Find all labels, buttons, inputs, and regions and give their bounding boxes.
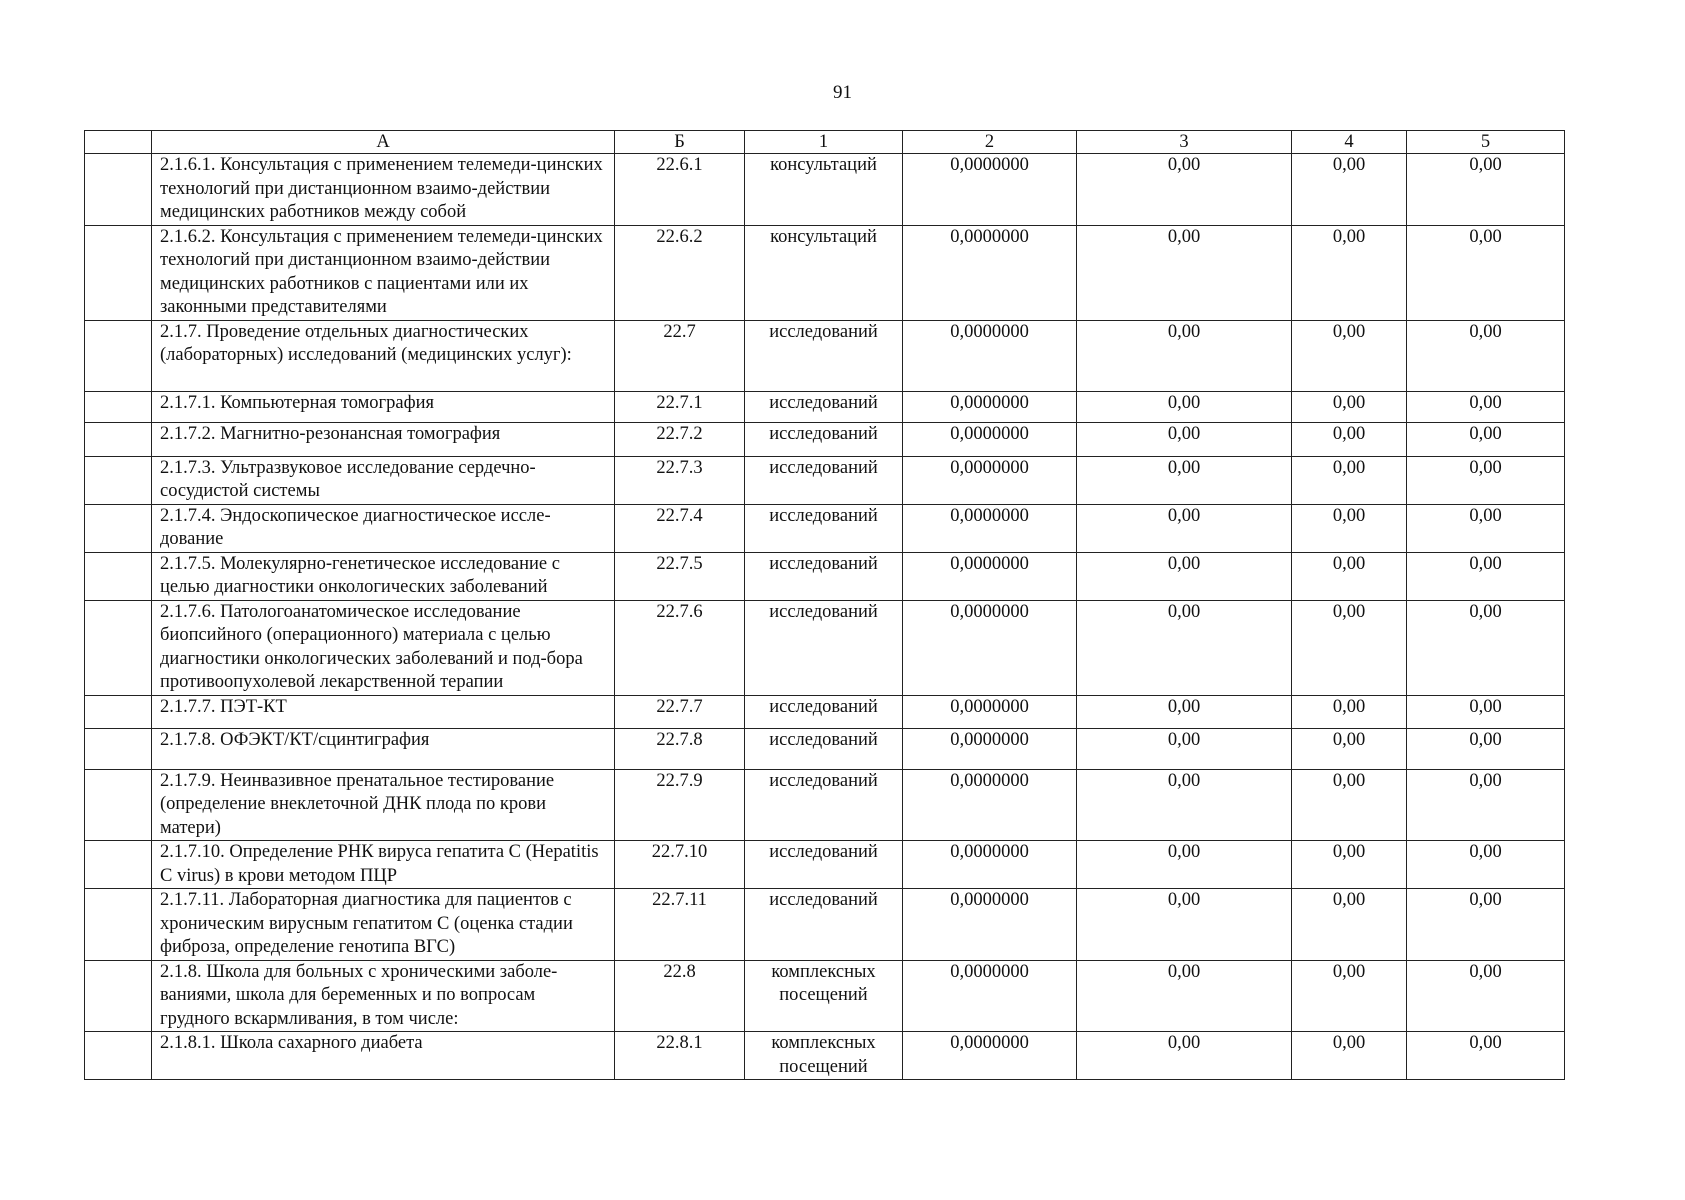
table-row [85,889,1565,961]
item-name-cell: 2.1.7. Проведение отдельных диагностических (лабораторных) исследований (медицинских услуг): [152,320,615,391]
row-code-cell: 22.7.10 [615,841,745,889]
item-name-cell: 2.1.7.3. Ультразвуковое исследование сердечно-сосудистой системы [152,456,615,504]
value-col4-cell: 0,00 [1292,154,1407,226]
blank-cell [85,1032,152,1080]
header-cell-a: А [152,131,615,154]
blank-cell [85,841,152,889]
value-col5-cell: 0,00 [1407,154,1565,226]
item-name-cell: 2.1.7.6. Патологоанатомическое исследование биопсийного (операционного) материала с целью диагностики онкологических заболеваний и под-бора противоопухолевой лекарственной терапии [152,600,615,695]
item-name-cell: 2.1.6.1. Консультация с применением телемеди-цинских технологий при дистанционном взаимо-действии медицинских работников между собой [152,154,615,226]
item-name-cell: 2.1.7.4. Эндоскопическое диагностическое иссле-дование [152,504,615,552]
value-col2-cell: 0,0000000 [903,391,1077,422]
unit-cell: исследований [745,456,903,504]
header-cell-4: 4 [1292,131,1407,154]
value-col4-cell: 0,00 [1292,769,1407,841]
table-row [85,504,1565,552]
unit-cell: исследований [745,841,903,889]
header-cell-2: 2 [903,131,1077,154]
table-row [85,154,1565,226]
row-code-cell: 22.7.1 [615,391,745,422]
value-col2-cell: 0,0000000 [903,841,1077,889]
value-col4-cell: 0,00 [1292,225,1407,320]
value-col4-cell: 0,00 [1292,552,1407,600]
value-col3-cell: 0,00 [1077,225,1292,320]
value-col4-cell: 0,00 [1292,320,1407,391]
table-row [85,391,1565,422]
table-row [85,456,1565,504]
value-col4-cell: 0,00 [1292,600,1407,695]
table-row [85,728,1565,769]
table-body [85,154,1565,1080]
value-col3-cell: 0,00 [1077,504,1292,552]
row-code-cell: 22.7.3 [615,456,745,504]
item-name-cell: 2.1.8.1. Школа сахарного диабета [152,1032,615,1080]
table-row [85,841,1565,889]
value-col4-cell: 0,00 [1292,841,1407,889]
value-col5-cell: 0,00 [1407,889,1565,961]
value-col5-cell: 0,00 [1407,504,1565,552]
value-col5-cell: 0,00 [1407,728,1565,769]
value-col3-cell: 0,00 [1077,695,1292,728]
value-col4-cell: 0,00 [1292,1032,1407,1080]
value-col2-cell: 0,0000000 [903,320,1077,391]
value-col5-cell: 0,00 [1407,456,1565,504]
blank-cell [85,154,152,226]
header-cell-1: 1 [745,131,903,154]
value-col4-cell: 0,00 [1292,695,1407,728]
unit-cell: исследований [745,504,903,552]
value-col4-cell: 0,00 [1292,391,1407,422]
value-col5-cell: 0,00 [1407,841,1565,889]
value-col3-cell: 0,00 [1077,552,1292,600]
row-code-cell: 22.6.2 [615,225,745,320]
row-code-cell: 22.8.1 [615,1032,745,1080]
value-col4-cell: 0,00 [1292,422,1407,456]
unit-cell: исследований [745,391,903,422]
item-name-cell: 2.1.7.11. Лабораторная диагностика для пациентов с хроническим вирусным гепатитом С (оценка стадии фиброза, определение генотипа ВГС) [152,889,615,961]
row-code-cell: 22.7.9 [615,769,745,841]
value-col2-cell: 0,0000000 [903,769,1077,841]
unit-cell: исследований [745,889,903,961]
blank-cell [85,728,152,769]
row-code-cell: 22.7.7 [615,695,745,728]
value-col3-cell: 0,00 [1077,391,1292,422]
blank-cell [85,456,152,504]
value-col3-cell: 0,00 [1077,769,1292,841]
unit-cell: исследований [745,600,903,695]
value-col2-cell: 0,0000000 [903,552,1077,600]
blank-cell [85,320,152,391]
value-col3-cell: 0,00 [1077,841,1292,889]
unit-cell: комплексных посещений [745,1032,903,1080]
value-col2-cell: 0,0000000 [903,154,1077,226]
table-row [85,552,1565,600]
row-code-cell: 22.6.1 [615,154,745,226]
table-header-row [85,131,1565,154]
page-number: 91 [833,82,852,103]
value-col5-cell: 0,00 [1407,422,1565,456]
row-code-cell: 22.8 [615,960,745,1032]
blank-cell [85,225,152,320]
item-name-cell: 2.1.7.8. ОФЭКТ/КТ/сцинтиграфия [152,728,615,769]
unit-cell: исследований [745,728,903,769]
item-name-cell: 2.1.7.2. Магнитно-резонансная томография [152,422,615,456]
table-row [85,960,1565,1032]
blank-cell [85,769,152,841]
row-code-cell: 22.7.11 [615,889,745,961]
value-col2-cell: 0,0000000 [903,422,1077,456]
value-col4-cell: 0,00 [1292,960,1407,1032]
value-col2-cell: 0,0000000 [903,728,1077,769]
value-col4-cell: 0,00 [1292,889,1407,961]
unit-cell: консультаций [745,154,903,226]
value-col3-cell: 0,00 [1077,422,1292,456]
table-row [85,320,1565,391]
blank-cell [85,600,152,695]
value-col5-cell: 0,00 [1407,391,1565,422]
table-row [85,225,1565,320]
value-col3-cell: 0,00 [1077,728,1292,769]
item-name-cell: 2.1.7.5. Молекулярно-генетическое исследование с целью диагностики онкологических заболеваний [152,552,615,600]
item-name-cell: 2.1.6.2. Консультация с применением телемеди-цинских технологий при дистанционном взаимо-действии медицинских работников с пациентами или их законными представителями [152,225,615,320]
item-name-cell: 2.1.7.1. Компьютерная томография [152,391,615,422]
value-col2-cell: 0,0000000 [903,960,1077,1032]
row-code-cell: 22.7.6 [615,600,745,695]
value-col3-cell: 0,00 [1077,154,1292,226]
item-name-cell: 2.1.8. Школа для больных с хроническими заболе-ваниями, школа для беременных и по вопросам грудного вскармливания, в том числе: [152,960,615,1032]
unit-cell: исследований [745,320,903,391]
header-cell-5: 5 [1407,131,1565,154]
value-col5-cell: 0,00 [1407,1032,1565,1080]
unit-cell: исследований [745,769,903,841]
row-code-cell: 22.7.5 [615,552,745,600]
value-col2-cell: 0,0000000 [903,600,1077,695]
blank-cell [85,960,152,1032]
value-col3-cell: 0,00 [1077,889,1292,961]
row-code-cell: 22.7.4 [615,504,745,552]
unit-cell: исследований [745,695,903,728]
header-cell-3: 3 [1077,131,1292,154]
blank-cell [85,695,152,728]
item-name-cell: 2.1.7.7. ПЭТ-КТ [152,695,615,728]
value-col3-cell: 0,00 [1077,456,1292,504]
blank-cell [85,504,152,552]
unit-cell: исследований [745,422,903,456]
blank-cell [85,889,152,961]
unit-cell: исследований [745,552,903,600]
value-col2-cell: 0,0000000 [903,504,1077,552]
blank-cell [85,552,152,600]
value-col3-cell: 0,00 [1077,320,1292,391]
row-code-cell: 22.7 [615,320,745,391]
value-col2-cell: 0,0000000 [903,456,1077,504]
value-col5-cell: 0,00 [1407,769,1565,841]
blank-cell [85,422,152,456]
table-row [85,769,1565,841]
value-col5-cell: 0,00 [1407,225,1565,320]
value-col5-cell: 0,00 [1407,600,1565,695]
value-col5-cell: 0,00 [1407,552,1565,600]
item-name-cell: 2.1.7.9. Неинвазивное пренатальное тестирование (определение внеклеточной ДНК плода по крови матери) [152,769,615,841]
table-row [85,695,1565,728]
data-table [84,130,1565,1080]
blank-cell [85,391,152,422]
header-cell-b: Б [615,131,745,154]
value-col3-cell: 0,00 [1077,600,1292,695]
unit-cell: комплексных посещений [745,960,903,1032]
value-col2-cell: 0,0000000 [903,695,1077,728]
row-code-cell: 22.7.2 [615,422,745,456]
value-col2-cell: 0,0000000 [903,225,1077,320]
value-col4-cell: 0,00 [1292,456,1407,504]
table-row [85,1032,1565,1080]
value-col5-cell: 0,00 [1407,320,1565,391]
value-col2-cell: 0,0000000 [903,1032,1077,1080]
item-name-cell: 2.1.7.10. Определение РНК вируса гепатита С (Hepatitis C virus) в крови методом ПЦР [152,841,615,889]
table-row [85,422,1565,456]
value-col5-cell: 0,00 [1407,960,1565,1032]
value-col4-cell: 0,00 [1292,504,1407,552]
header-cell-blank [85,131,152,154]
value-col3-cell: 0,00 [1077,1032,1292,1080]
value-col5-cell: 0,00 [1407,695,1565,728]
value-col3-cell: 0,00 [1077,960,1292,1032]
table-row [85,600,1565,695]
value-col2-cell: 0,0000000 [903,889,1077,961]
value-col4-cell: 0,00 [1292,728,1407,769]
unit-cell: консультаций [745,225,903,320]
row-code-cell: 22.7.8 [615,728,745,769]
